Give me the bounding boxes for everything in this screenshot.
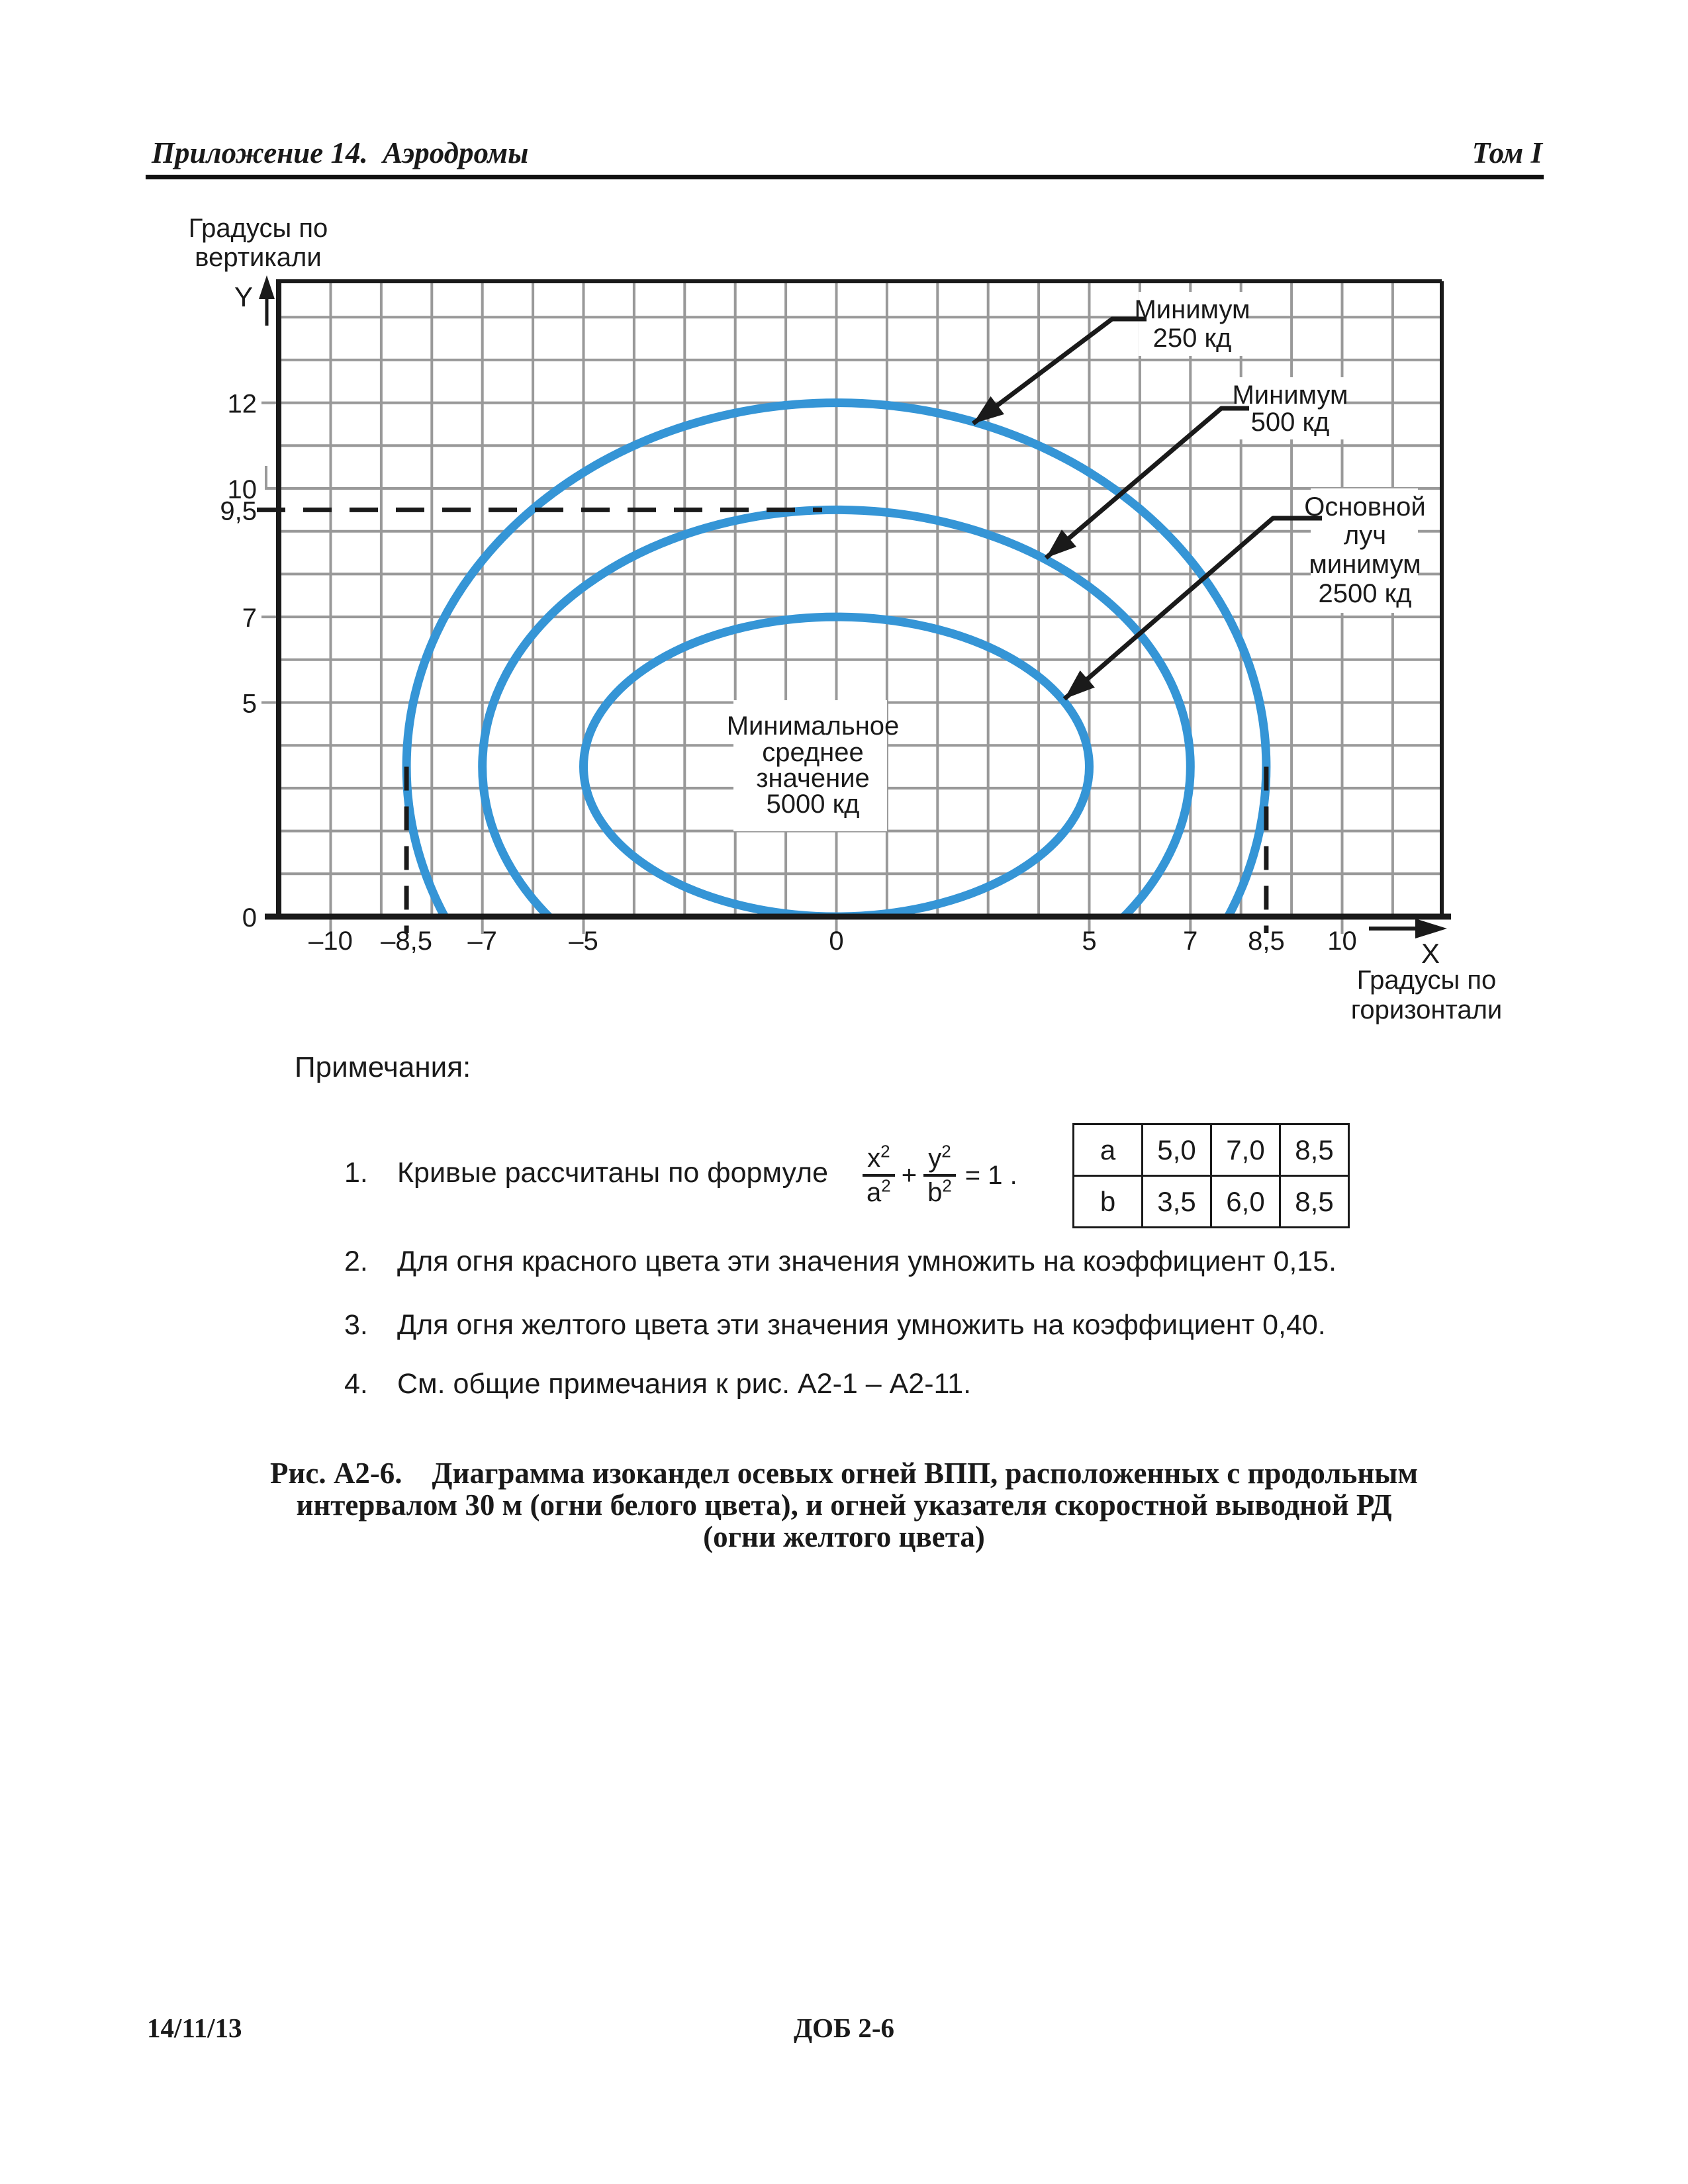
note-3-number: 3.: [344, 1309, 368, 1341]
footer-date: 14/11/13: [147, 2013, 242, 2043]
center-annotation: Минимальное: [726, 711, 900, 741]
y-tick-label: 5: [242, 689, 257, 719]
figure-caption: [0, 1457, 1688, 1553]
isocandela-chart: [0, 0, 1688, 1046]
callout-c250: 250 кд: [1152, 324, 1232, 353]
footer-page-number: ДОБ 2-6: [793, 2013, 895, 2043]
fraction-denominator: $a^2$: [863, 1174, 895, 1206]
fraction-numerator: $y^2$: [928, 1141, 951, 1173]
notes-title: Примечания:: [295, 1051, 471, 1083]
fraction-denominator: $b^2$: [923, 1174, 956, 1206]
note-3-text: Для огня желтого цвета эти значения умножить на коэффициент 0,40.: [397, 1309, 1326, 1341]
table-row-a: [1074, 1124, 1349, 1176]
cell: 8,5: [1280, 1176, 1349, 1228]
x-tick-label: 5: [1082, 927, 1097, 956]
x-axis-letter: X: [1421, 938, 1440, 969]
header-title: Приложение 14. Аэродромы: [152, 136, 529, 169]
y-axis-title: Градусы по: [188, 214, 328, 243]
x-tick-label: –10: [308, 927, 353, 956]
y-axis-title: вертикали: [195, 243, 322, 272]
callout-c500: 500 кд: [1250, 408, 1330, 437]
center-annotation: 5000 кд: [766, 790, 860, 819]
callout-c2500: луч: [1343, 521, 1387, 550]
note-1-text: Кривые рассчитаны по формуле: [397, 1157, 829, 1189]
x-tick-label: –8,5: [381, 927, 433, 956]
leader-2500cd: [1064, 518, 1322, 699]
cell: 8,5: [1280, 1124, 1349, 1176]
note-2-text: Для огня красного цвета эти значения умножить на коэффициент 0,15.: [397, 1246, 1337, 1277]
x-axis-arrow-head: [1415, 919, 1447, 938]
fraction-y-b: [923, 1141, 956, 1207]
coefficients-table: [1072, 1123, 1350, 1228]
note-2-number: 2.: [344, 1246, 368, 1277]
fraction-x-a: [863, 1141, 895, 1207]
center-annotation: значение: [756, 764, 870, 793]
equals-one: = 1 .: [964, 1160, 1017, 1190]
y-axis-arrow-head: [259, 275, 275, 299]
cell: b: [1074, 1176, 1143, 1228]
x-tick-label: 7: [1183, 927, 1198, 956]
fraction-numerator: $x^2$: [867, 1141, 890, 1173]
note-4-number: 4.: [344, 1368, 368, 1400]
callout-c2500: минимум: [1309, 550, 1421, 579]
ellipse-formula: [863, 1125, 1017, 1226]
plus-sign: +: [901, 1160, 917, 1190]
y-tick-label: 7: [242, 604, 257, 633]
callout-c2500: Основной: [1304, 492, 1426, 522]
y-tick-label: 12: [227, 389, 257, 419]
caption-line: Рис. А2-6. Диаграмма изокандел осевых огней ВПП, расположенных с продольным: [269, 1457, 1419, 1490]
x-axis-title: горизонтали: [1350, 995, 1503, 1024]
callout-c2500: 2500 кд: [1318, 579, 1412, 608]
x-axis-title: Градусы по: [1356, 966, 1497, 995]
y-axis-letter: Y: [234, 281, 254, 312]
x-tick-label: –5: [569, 927, 598, 956]
x-tick-label: 8,5: [1248, 927, 1285, 956]
caption-line: интервалом 30 м (огни белого цвета), и огней указателя скоростной выводной РД: [296, 1488, 1392, 1522]
x-tick-label: 0: [829, 927, 844, 956]
cell: 6,0: [1211, 1176, 1280, 1228]
note-4-text: См. общие примечания к рис. А2-1 – А2-11.: [397, 1368, 972, 1400]
header-volume-label: Том I: [1472, 136, 1542, 169]
cell: 7,0: [1211, 1124, 1280, 1176]
cell: 3,5: [1143, 1176, 1211, 1228]
cell: a: [1074, 1124, 1143, 1176]
leader-500cd: [1046, 408, 1249, 558]
callout-c500: Минимум: [1232, 381, 1348, 410]
callout-c250: Минимум: [1134, 295, 1250, 324]
center-annotation: среднее: [762, 738, 864, 767]
caption-line: (огни желтого цвета): [703, 1520, 985, 1553]
y-tick-label: 10: [227, 475, 257, 504]
note-1-number: 1.: [344, 1157, 368, 1189]
cell: 5,0: [1143, 1124, 1211, 1176]
table-row-b: [1074, 1176, 1349, 1228]
x-tick-label: 10: [1327, 927, 1357, 956]
y-tick-label: 0: [242, 903, 257, 933]
x-tick-label: –7: [467, 927, 497, 956]
y-tick-label: 9,5: [220, 496, 257, 526]
